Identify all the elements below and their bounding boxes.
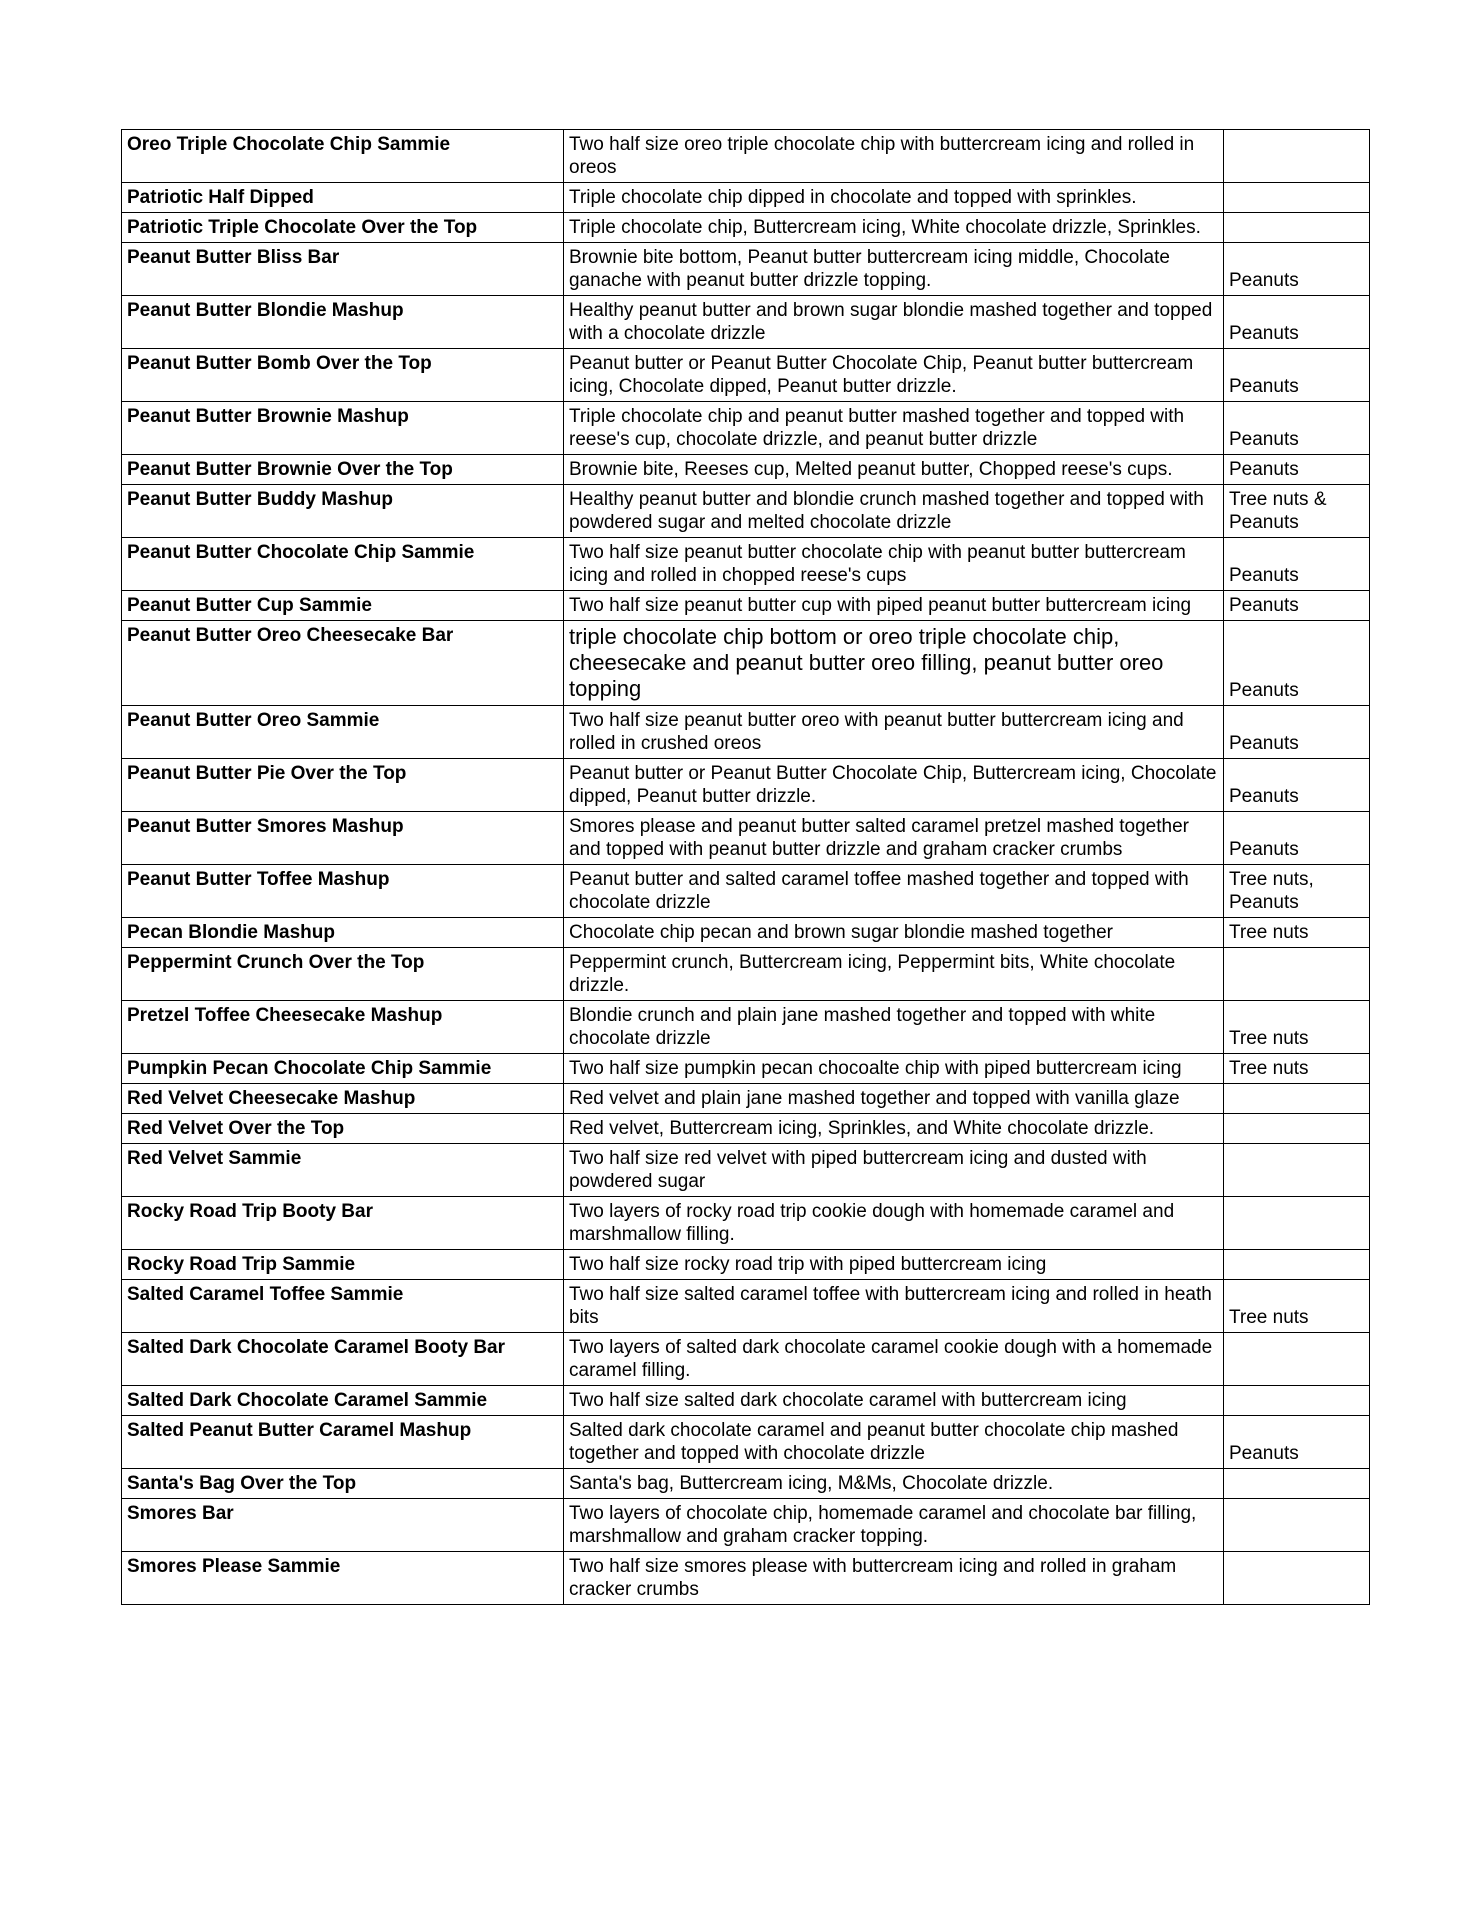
item-description: Peppermint crunch, Buttercream icing, Peppermint bits, White chocolate drizzle. xyxy=(564,948,1224,1001)
item-description: triple chocolate chip bottom or oreo triple chocolate chip, cheesecake and peanut butter oreo filling, peanut butter oreo topping xyxy=(564,621,1224,706)
item-allergens: Peanuts xyxy=(1224,243,1370,296)
item-allergens xyxy=(1224,1386,1370,1416)
item-description: Two layers of salted dark chocolate caramel cookie dough with a homemade caramel filling. xyxy=(564,1333,1224,1386)
table-row xyxy=(122,621,1370,706)
item-name: Peanut Butter Oreo Cheesecake Bar xyxy=(122,621,564,706)
item-description: Triple chocolate chip dipped in chocolate and topped with sprinkles. xyxy=(564,183,1224,213)
item-allergens xyxy=(1224,183,1370,213)
item-description: Smores please and peanut butter salted caramel pretzel mashed together and topped with peanut butter drizzle and graham cracker crumbs xyxy=(564,812,1224,865)
item-description: Salted dark chocolate caramel and peanut butter chocolate chip mashed together and topped with chocolate drizzle xyxy=(564,1416,1224,1469)
table-row xyxy=(122,1552,1370,1605)
item-name: Salted Dark Chocolate Caramel Sammie xyxy=(122,1386,564,1416)
menu-table-body xyxy=(122,130,1370,1605)
table-row xyxy=(122,402,1370,455)
item-description: Brownie bite, Reeses cup, Melted peanut butter, Chopped reese's cups. xyxy=(564,455,1224,485)
item-name: Salted Dark Chocolate Caramel Booty Bar xyxy=(122,1333,564,1386)
item-description: Two layers of rocky road trip cookie dough with homemade caramel and marshmallow filling. xyxy=(564,1197,1224,1250)
item-name: Peanut Butter Chocolate Chip Sammie xyxy=(122,538,564,591)
table-row xyxy=(122,759,1370,812)
item-name: Peanut Butter Smores Mashup xyxy=(122,812,564,865)
item-allergens xyxy=(1224,1114,1370,1144)
item-name: Smores Bar xyxy=(122,1499,564,1552)
item-allergens xyxy=(1224,130,1370,183)
item-allergens: Tree nuts xyxy=(1224,1001,1370,1054)
item-allergens xyxy=(1224,1333,1370,1386)
item-allergens: Peanuts xyxy=(1224,706,1370,759)
item-description: Peanut butter or Peanut Butter Chocolate Chip, Buttercream icing, Chocolate dipped, Peanut butter drizzle. xyxy=(564,759,1224,812)
item-description: Brownie bite bottom, Peanut butter buttercream icing middle, Chocolate ganache with peanut butter drizzle topping. xyxy=(564,243,1224,296)
table-row xyxy=(122,349,1370,402)
item-description: Red velvet and plain jane mashed together and topped with vanilla glaze xyxy=(564,1084,1224,1114)
item-allergens: Peanuts xyxy=(1224,538,1370,591)
item-name: Patriotic Half Dipped xyxy=(122,183,564,213)
table-row xyxy=(122,1333,1370,1386)
table-row xyxy=(122,538,1370,591)
table-row xyxy=(122,1250,1370,1280)
table-row xyxy=(122,591,1370,621)
item-description: Healthy peanut butter and blondie crunch mashed together and topped with powdered sugar and melted chocolate drizzle xyxy=(564,485,1224,538)
item-allergens xyxy=(1224,948,1370,1001)
table-row xyxy=(122,213,1370,243)
item-allergens: Peanuts xyxy=(1224,1416,1370,1469)
item-allergens: Peanuts xyxy=(1224,759,1370,812)
table-row xyxy=(122,296,1370,349)
item-description: Santa's bag, Buttercream icing, M&Ms, Chocolate drizzle. xyxy=(564,1469,1224,1499)
item-name: Peanut Butter Cup Sammie xyxy=(122,591,564,621)
item-description: Two half size peanut butter oreo with peanut butter buttercream icing and rolled in crushed oreos xyxy=(564,706,1224,759)
item-allergens: Peanuts xyxy=(1224,296,1370,349)
item-name: Pumpkin Pecan Chocolate Chip Sammie xyxy=(122,1054,564,1084)
table-row xyxy=(122,706,1370,759)
item-allergens xyxy=(1224,1197,1370,1250)
item-allergens: Tree nuts xyxy=(1224,918,1370,948)
item-description: Chocolate chip pecan and brown sugar blondie mashed together xyxy=(564,918,1224,948)
table-row xyxy=(122,948,1370,1001)
item-description: Two half size salted caramel toffee with buttercream icing and rolled in heath bits xyxy=(564,1280,1224,1333)
item-description: Two half size smores please with buttercream icing and rolled in graham cracker crumbs xyxy=(564,1552,1224,1605)
item-allergens: Tree nuts, Peanuts xyxy=(1224,865,1370,918)
item-name: Red Velvet Sammie xyxy=(122,1144,564,1197)
item-name: Patriotic Triple Chocolate Over the Top xyxy=(122,213,564,243)
item-name: Red Velvet Over the Top xyxy=(122,1114,564,1144)
item-name: Peanut Butter Pie Over the Top xyxy=(122,759,564,812)
item-allergens: Peanuts xyxy=(1224,812,1370,865)
table-row xyxy=(122,243,1370,296)
item-name: Rocky Road Trip Booty Bar xyxy=(122,1197,564,1250)
item-description: Two layers of chocolate chip, homemade caramel and chocolate bar filling, marshmallow and graham cracker topping. xyxy=(564,1499,1224,1552)
table-row xyxy=(122,1416,1370,1469)
item-description: Two half size salted dark chocolate caramel with buttercream icing xyxy=(564,1386,1224,1416)
item-description: Two half size red velvet with piped buttercream icing and dusted with powdered sugar xyxy=(564,1144,1224,1197)
item-name: Pretzel Toffee Cheesecake Mashup xyxy=(122,1001,564,1054)
table-row xyxy=(122,130,1370,183)
table-row xyxy=(122,1197,1370,1250)
item-name: Peanut Butter Toffee Mashup xyxy=(122,865,564,918)
item-allergens xyxy=(1224,1469,1370,1499)
item-allergens: Peanuts xyxy=(1224,621,1370,706)
item-allergens: Tree nuts xyxy=(1224,1054,1370,1084)
item-allergens xyxy=(1224,1250,1370,1280)
menu-table xyxy=(121,129,1370,1605)
item-name: Salted Peanut Butter Caramel Mashup xyxy=(122,1416,564,1469)
item-name: Peanut Butter Brownie Over the Top xyxy=(122,455,564,485)
item-description: Two half size peanut butter chocolate chip with peanut butter buttercream icing and rolled in chopped reese's cups xyxy=(564,538,1224,591)
table-row xyxy=(122,1499,1370,1552)
table-row xyxy=(122,485,1370,538)
item-name: Peppermint Crunch Over the Top xyxy=(122,948,564,1001)
item-allergens: Peanuts xyxy=(1224,349,1370,402)
item-name: Peanut Butter Blondie Mashup xyxy=(122,296,564,349)
item-allergens: Tree nuts & Peanuts xyxy=(1224,485,1370,538)
table-row xyxy=(122,812,1370,865)
item-name: Peanut Butter Oreo Sammie xyxy=(122,706,564,759)
table-row xyxy=(122,183,1370,213)
item-name: Pecan Blondie Mashup xyxy=(122,918,564,948)
item-name: Peanut Butter Bomb Over the Top xyxy=(122,349,564,402)
table-row xyxy=(122,865,1370,918)
item-name: Red Velvet Cheesecake Mashup xyxy=(122,1084,564,1114)
table-row xyxy=(122,1054,1370,1084)
item-description: Healthy peanut butter and brown sugar blondie mashed together and topped with a chocolate drizzle xyxy=(564,296,1224,349)
item-description: Two half size oreo triple chocolate chip with buttercream icing and rolled in oreos xyxy=(564,130,1224,183)
item-description: Two half size peanut butter cup with piped peanut butter buttercream icing xyxy=(564,591,1224,621)
table-row xyxy=(122,918,1370,948)
item-description: Triple chocolate chip and peanut butter mashed together and topped with reese's cup, chocolate drizzle, and peanut butter drizzle xyxy=(564,402,1224,455)
item-description: Triple chocolate chip, Buttercream icing, White chocolate drizzle, Sprinkles. xyxy=(564,213,1224,243)
item-name: Peanut Butter Buddy Mashup xyxy=(122,485,564,538)
table-row xyxy=(122,1280,1370,1333)
item-description: Red velvet, Buttercream icing, Sprinkles, and White chocolate drizzle. xyxy=(564,1114,1224,1144)
table-row xyxy=(122,1469,1370,1499)
item-allergens xyxy=(1224,1084,1370,1114)
table-row xyxy=(122,1001,1370,1054)
item-allergens: Peanuts xyxy=(1224,402,1370,455)
table-row xyxy=(122,1114,1370,1144)
item-allergens: Peanuts xyxy=(1224,455,1370,485)
item-allergens xyxy=(1224,1499,1370,1552)
table-row xyxy=(122,1386,1370,1416)
item-allergens xyxy=(1224,213,1370,243)
item-name: Rocky Road Trip Sammie xyxy=(122,1250,564,1280)
item-name: Oreo Triple Chocolate Chip Sammie xyxy=(122,130,564,183)
item-description: Blondie crunch and plain jane mashed together and topped with white chocolate drizzle xyxy=(564,1001,1224,1054)
item-allergens xyxy=(1224,1144,1370,1197)
item-name: Peanut Butter Brownie Mashup xyxy=(122,402,564,455)
item-description: Two half size rocky road trip with piped buttercream icing xyxy=(564,1250,1224,1280)
item-description: Peanut butter and salted caramel toffee mashed together and topped with chocolate drizzle xyxy=(564,865,1224,918)
item-description: Peanut butter or Peanut Butter Chocolate Chip, Peanut butter buttercream icing, Chocolate dipped, Peanut butter drizzle. xyxy=(564,349,1224,402)
item-allergens: Peanuts xyxy=(1224,591,1370,621)
item-allergens xyxy=(1224,1552,1370,1605)
table-row xyxy=(122,455,1370,485)
item-name: Salted Caramel Toffee Sammie xyxy=(122,1280,564,1333)
item-name: Peanut Butter Bliss Bar xyxy=(122,243,564,296)
item-allergens: Tree nuts xyxy=(1224,1280,1370,1333)
item-name: Smores Please Sammie xyxy=(122,1552,564,1605)
item-description: Two half size pumpkin pecan chocoalte chip with piped buttercream icing xyxy=(564,1054,1224,1084)
table-row xyxy=(122,1084,1370,1114)
table-row xyxy=(122,1144,1370,1197)
item-name: Santa's Bag Over the Top xyxy=(122,1469,564,1499)
